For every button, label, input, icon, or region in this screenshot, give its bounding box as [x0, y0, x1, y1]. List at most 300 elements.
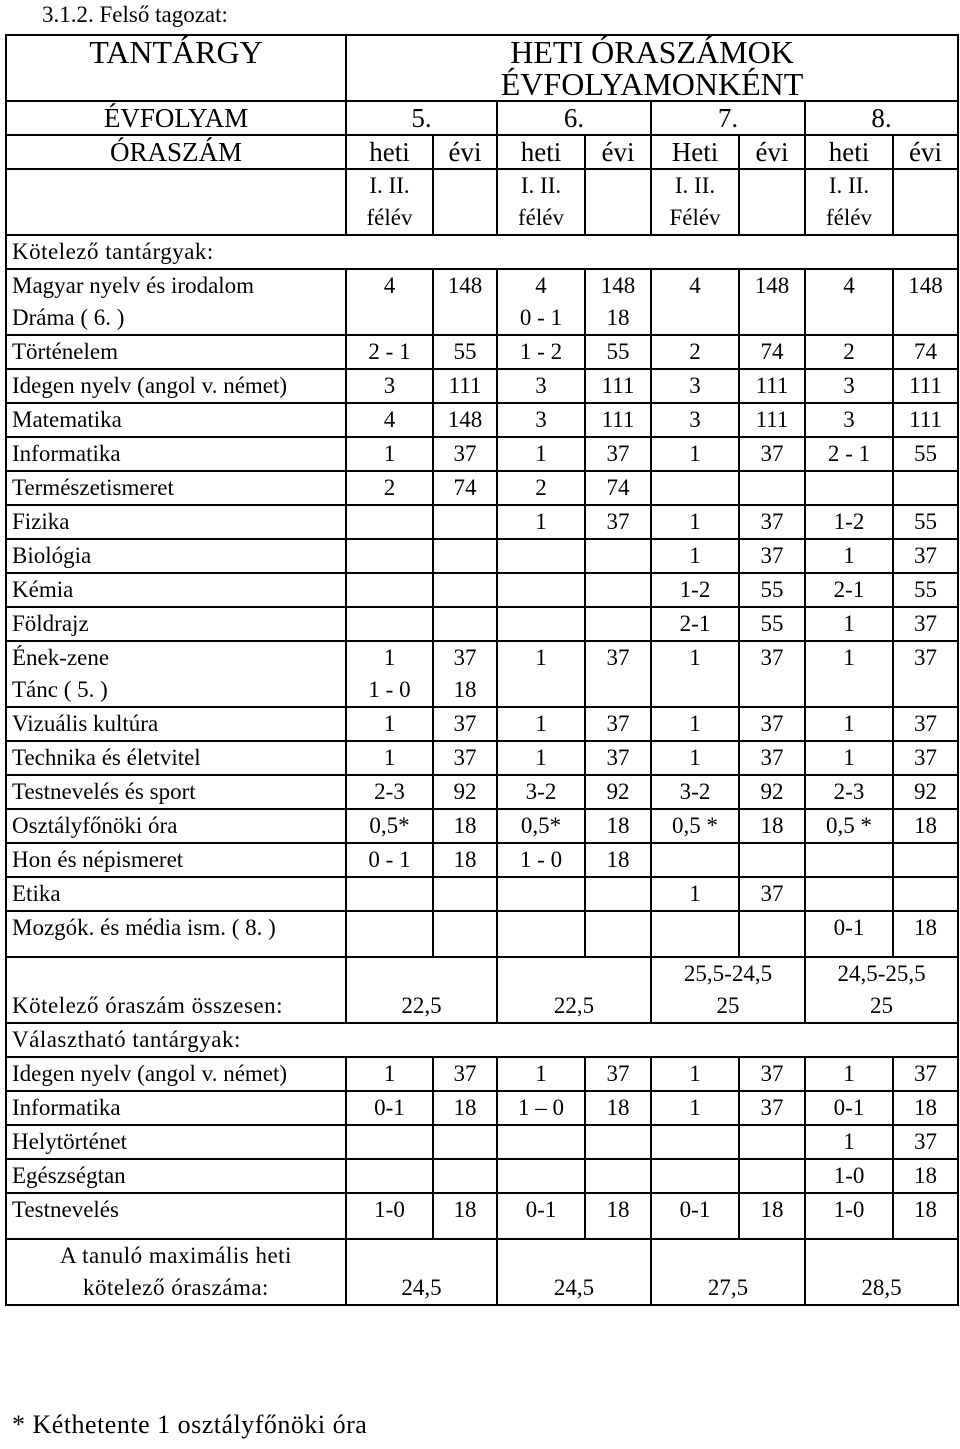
cell — [805, 471, 893, 505]
subject-name: Etika — [6, 877, 346, 911]
cell — [497, 911, 585, 957]
cell — [585, 539, 651, 573]
grade-row — [6, 101, 958, 135]
cell — [893, 877, 958, 911]
subject-row — [6, 775, 958, 809]
cell: 55 — [893, 437, 958, 471]
cell: 37 — [433, 741, 497, 775]
cell: 37 — [739, 741, 805, 775]
semester-7 — [651, 169, 739, 235]
cell — [433, 505, 497, 539]
cell: 1-2 — [805, 505, 893, 539]
section-heading: 3.1.2. Felső tagozat: — [42, 2, 228, 27]
cell — [805, 877, 893, 911]
cell: 92 — [893, 775, 958, 809]
cell: 1 — [497, 505, 585, 539]
subject-row — [6, 911, 958, 957]
cell: 1 - 2 — [497, 335, 585, 369]
subject-row — [6, 573, 958, 607]
cell: 37 — [739, 539, 805, 573]
cell: 3 — [497, 403, 585, 437]
cell: 37 — [739, 505, 805, 539]
cell: 111 — [739, 403, 805, 437]
cell: 1 — [651, 505, 739, 539]
cell: 55 — [739, 573, 805, 607]
cell: 2-1 — [651, 607, 739, 641]
hours-type-row — [6, 135, 958, 169]
cell: 55 — [893, 505, 958, 539]
cell: 37 — [739, 641, 805, 707]
cell: 1 — [651, 539, 739, 573]
cell — [739, 1125, 805, 1159]
cell: 1-0 — [805, 1193, 893, 1239]
cell-line: 18 — [606, 305, 630, 330]
cell — [497, 269, 585, 335]
cell: 1 — [497, 1057, 585, 1091]
semester-top: I. II. — [828, 173, 870, 198]
subject-row — [6, 607, 958, 641]
weekly-5: heti — [346, 135, 433, 169]
cell — [651, 471, 739, 505]
cell: 1 — [346, 1057, 433, 1091]
cell: 18 — [893, 1193, 958, 1239]
cell: 0 - 1 — [346, 843, 433, 877]
subject-name: Informatika — [6, 437, 346, 471]
subject-name: Kémia — [6, 573, 346, 607]
total-grade-8-line1: 24,5-25,5 — [837, 961, 926, 986]
cell: 0,5* — [346, 809, 433, 843]
optional-row — [6, 1159, 958, 1193]
grade-8: 8. — [805, 101, 958, 135]
cell: 0-1 — [805, 1091, 893, 1125]
cell — [805, 843, 893, 877]
cell — [433, 573, 497, 607]
subject-name-enek: Ének-zene — [12, 645, 110, 670]
cell: 37 — [893, 1125, 958, 1159]
cell: 18 — [585, 1193, 651, 1239]
subject-name: Matematika — [6, 403, 346, 437]
cell: 1 — [497, 707, 585, 741]
cell: 37 — [433, 707, 497, 741]
total-label: Kötelező óraszám összesen: — [6, 957, 346, 1023]
cell — [433, 641, 497, 707]
subject-name: Osztályfőnöki óra — [6, 809, 346, 843]
cell: 1 — [497, 641, 585, 707]
grade-row-label: ÉVFOLYAM — [6, 101, 346, 135]
cell-line: 1 — [383, 645, 396, 670]
cell: 37 — [893, 641, 958, 707]
empty-cell — [739, 169, 805, 235]
cell: 3-2 — [651, 775, 739, 809]
cell-line: 0 - 1 — [519, 305, 563, 330]
cell: 18 — [585, 843, 651, 877]
cell: 3 — [651, 403, 739, 437]
optional-row — [6, 1125, 958, 1159]
subject-name: Mozgók. és média ism. ( 8. ) — [6, 911, 346, 957]
mandatory-subjects-label: Kötelező tantárgyak: — [6, 235, 958, 269]
cell: 37 — [893, 539, 958, 573]
subject-row — [6, 877, 958, 911]
cell — [497, 877, 585, 911]
subject-name: Idegen nyelv (angol v. német) — [6, 369, 346, 403]
cell: 37 — [585, 741, 651, 775]
weekly-hours-header — [346, 35, 958, 101]
optional-subjects-row — [6, 1023, 958, 1057]
subject-name: Vizuális kultúra — [6, 707, 346, 741]
cell: 18 — [893, 1091, 958, 1125]
max-grade-7: 27,5 — [651, 1239, 805, 1305]
cell — [585, 1125, 651, 1159]
semester-bottom: félév — [826, 205, 872, 230]
subject-row — [6, 843, 958, 877]
cell: 0-1 — [805, 911, 893, 957]
cell: 148 — [739, 269, 805, 335]
cell: 1 — [805, 1057, 893, 1091]
cell — [346, 539, 433, 573]
cell: 1 — [651, 877, 739, 911]
cell: 37 — [585, 437, 651, 471]
semester-bottom: félév — [518, 205, 564, 230]
cell: 1 — [805, 539, 893, 573]
cell: 55 — [433, 335, 497, 369]
cell: 18 — [433, 809, 497, 843]
subject-name-magyar: Magyar nyelv és irodalom — [12, 273, 255, 298]
subject-name — [6, 641, 346, 707]
subject-row-enek-tanc — [6, 641, 958, 707]
cell: 2 - 1 — [346, 335, 433, 369]
cell: 4 — [346, 403, 433, 437]
cell-line: 1 - 0 — [368, 677, 411, 702]
cell: 3 — [346, 369, 433, 403]
weekly-hours-header-line2: ÉVFOLYAMONKÉNT — [500, 66, 804, 102]
semester-bottom: félév — [366, 205, 413, 230]
cell: 111 — [893, 369, 958, 403]
semester-6 — [497, 169, 585, 235]
cell — [346, 641, 433, 707]
cell: 1 — [497, 741, 585, 775]
cell: 1 — [497, 437, 585, 471]
mandatory-subjects-row — [6, 235, 958, 269]
cell: 1 — [651, 1091, 739, 1125]
empty-cell — [893, 169, 958, 235]
cell: 1 — [346, 741, 433, 775]
cell: 18 — [585, 809, 651, 843]
cell: 2-3 — [346, 775, 433, 809]
cell: 2 - 1 — [805, 437, 893, 471]
cell: 148 — [433, 403, 497, 437]
semester-bottom: Félév — [669, 205, 721, 230]
subject-name — [6, 269, 346, 335]
cell — [346, 1159, 433, 1193]
cell: 37 — [585, 707, 651, 741]
cell — [433, 877, 497, 911]
weekly-6: heti — [497, 135, 585, 169]
subject-name: Természetismeret — [6, 471, 346, 505]
cell: 37 — [585, 1057, 651, 1091]
total-row — [6, 957, 958, 1023]
cell: 1 — [805, 1125, 893, 1159]
cell: 55 — [585, 335, 651, 369]
cell — [433, 539, 497, 573]
cell: 1 - 0 — [497, 843, 585, 877]
subject-name: Technika és életvitel — [6, 741, 346, 775]
cell: 3 — [805, 369, 893, 403]
subject-row — [6, 369, 958, 403]
cell: 4 — [805, 269, 893, 335]
weekly-8: heti — [805, 135, 893, 169]
cell — [739, 843, 805, 877]
subject-name-tanc: Tánc ( 5. ) — [12, 677, 108, 702]
cell: 0-1 — [346, 1091, 433, 1125]
cell: 0-1 — [651, 1193, 739, 1239]
cell: 1-0 — [805, 1159, 893, 1193]
cell: 37 — [893, 707, 958, 741]
cell: 111 — [739, 369, 805, 403]
cell: 18 — [739, 809, 805, 843]
max-grade-6: 24,5 — [497, 1239, 651, 1305]
footnote: * Kéthetente 1 osztályfőnöki óra — [12, 1410, 368, 1439]
cell — [585, 911, 651, 957]
subject-name: Helytörténet — [6, 1125, 346, 1159]
yearly-8: évi — [893, 135, 958, 169]
cell: 92 — [739, 775, 805, 809]
subject-name: Testnevelés és sport — [6, 775, 346, 809]
semester-top: I. II. — [674, 173, 716, 198]
optional-subjects-label: Választható tantárgyak: — [6, 1023, 958, 1057]
weekly-hours-header-line1: HETI ÓRASZÁMOK — [510, 34, 794, 70]
cell: 1 — [651, 437, 739, 471]
header-title-row — [6, 35, 958, 101]
cell: 3-2 — [497, 775, 585, 809]
yearly-7: évi — [739, 135, 805, 169]
total-grade-7 — [651, 957, 805, 1023]
total-grade-7-line2: 25 — [716, 993, 740, 1018]
subject-row — [6, 741, 958, 775]
cell: 37 — [433, 1057, 497, 1091]
cell: 37 — [585, 641, 651, 707]
empty-cell — [585, 169, 651, 235]
subject-row — [6, 471, 958, 505]
yearly-6: évi — [585, 135, 651, 169]
subject-row — [6, 539, 958, 573]
cell — [433, 911, 497, 957]
max-hours-label — [6, 1239, 346, 1305]
semester-5 — [346, 169, 433, 235]
grade-5: 5. — [346, 101, 497, 135]
subject-column-header: TANTÁRGY — [6, 35, 346, 101]
cell: 1 — [346, 707, 433, 741]
cell: 2 — [651, 335, 739, 369]
cell — [346, 911, 433, 957]
semester-row — [6, 169, 958, 235]
cell: 18 — [433, 1193, 497, 1239]
cell: 18 — [433, 843, 497, 877]
cell: 74 — [739, 335, 805, 369]
cell: 37 — [893, 741, 958, 775]
cell: 1 — [651, 707, 739, 741]
max-hours-label-line1: A tanuló maximális heti — [60, 1243, 292, 1268]
cell: 37 — [893, 1057, 958, 1091]
subject-row — [6, 437, 958, 471]
optional-row — [6, 1193, 958, 1239]
subject-name: Fizika — [6, 505, 346, 539]
cell: 1 — [805, 641, 893, 707]
cell: 18 — [893, 911, 958, 957]
subject-name: Testnevelés — [6, 1193, 346, 1239]
cell: 37 — [739, 1057, 805, 1091]
cell: 1 — [651, 641, 739, 707]
subject-row — [6, 335, 958, 369]
cell — [346, 877, 433, 911]
semester-top: I. II. — [369, 173, 410, 198]
cell: 1 — [346, 437, 433, 471]
subject-name: Informatika — [6, 1091, 346, 1125]
empty-cell — [6, 169, 346, 235]
cell-line: 37 — [453, 645, 477, 670]
cell — [651, 1159, 739, 1193]
max-grade-8: 28,5 — [805, 1239, 958, 1305]
cell — [739, 911, 805, 957]
semester-8 — [805, 169, 893, 235]
cell: 111 — [585, 369, 651, 403]
cell: 1 — [805, 607, 893, 641]
cell: 92 — [585, 775, 651, 809]
cell: 3 — [651, 369, 739, 403]
cell: 2 — [497, 471, 585, 505]
cell: 3 — [497, 369, 585, 403]
cell: 0,5 * — [805, 809, 893, 843]
subject-name: Biológia — [6, 539, 346, 573]
cell: 74 — [433, 471, 497, 505]
cell: 92 — [433, 775, 497, 809]
cell — [893, 471, 958, 505]
cell: 148 — [433, 269, 497, 335]
subject-row — [6, 809, 958, 843]
cell — [739, 471, 805, 505]
cell-line: 18 — [453, 677, 477, 702]
cell — [497, 539, 585, 573]
cell — [497, 1159, 585, 1193]
weekly-7: Heti — [651, 135, 739, 169]
subject-name-drama: Dráma ( 6. ) — [12, 305, 125, 330]
cell: 37 — [739, 1091, 805, 1125]
total-grade-5: 22,5 — [346, 957, 497, 1023]
cell: 3 — [805, 403, 893, 437]
total-grade-6: 22,5 — [497, 957, 651, 1023]
cell: 18 — [739, 1193, 805, 1239]
cell: 1 — [805, 707, 893, 741]
cell: 2 — [805, 335, 893, 369]
max-hours-row — [6, 1239, 958, 1305]
cell: 4 — [346, 269, 433, 335]
subject-row — [6, 707, 958, 741]
cell: 2 — [346, 471, 433, 505]
cell — [346, 505, 433, 539]
cell: 0-1 — [497, 1193, 585, 1239]
cell: 111 — [433, 369, 497, 403]
cell: 2-3 — [805, 775, 893, 809]
cell: 1 – 0 — [497, 1091, 585, 1125]
cell — [497, 1125, 585, 1159]
cell: 74 — [893, 335, 958, 369]
cell: 1 — [805, 741, 893, 775]
cell: 1-0 — [346, 1193, 433, 1239]
subject-name: Idegen nyelv (angol v. német) — [6, 1057, 346, 1091]
yearly-5: évi — [433, 135, 497, 169]
max-grade-5: 24,5 — [346, 1239, 497, 1305]
cell — [739, 1159, 805, 1193]
cell: 18 — [433, 1091, 497, 1125]
cell: 37 — [739, 877, 805, 911]
cell: 18 — [585, 1091, 651, 1125]
cell: 37 — [433, 437, 497, 471]
subject-name: Földrajz — [6, 607, 346, 641]
cell: 18 — [893, 1159, 958, 1193]
cell: 2-1 — [805, 573, 893, 607]
cell — [497, 607, 585, 641]
cell: 148 — [893, 269, 958, 335]
cell: 0,5* — [497, 809, 585, 843]
cell — [651, 911, 739, 957]
cell: 0,5 * — [651, 809, 739, 843]
cell — [346, 1125, 433, 1159]
hours-row-label: ÓRASZÁM — [6, 135, 346, 169]
cell: 74 — [585, 471, 651, 505]
curriculum-table — [5, 34, 959, 1306]
optional-row — [6, 1091, 958, 1125]
cell — [346, 573, 433, 607]
subject-name: Történelem — [6, 335, 346, 369]
max-hours-label-line2: kötelező óraszáma: — [83, 1275, 269, 1300]
optional-row — [6, 1057, 958, 1091]
cell: 111 — [585, 403, 651, 437]
cell — [497, 573, 585, 607]
cell: 37 — [739, 437, 805, 471]
cell — [651, 1125, 739, 1159]
subject-name: Hon és népismeret — [6, 843, 346, 877]
cell — [585, 1159, 651, 1193]
grade-7: 7. — [651, 101, 805, 135]
cell: 37 — [893, 607, 958, 641]
subject-name: Egészségtan — [6, 1159, 346, 1193]
cell: 1-2 — [651, 573, 739, 607]
cell: 1 — [651, 1057, 739, 1091]
cell — [433, 1159, 497, 1193]
cell: 4 — [651, 269, 739, 335]
cell — [585, 269, 651, 335]
subject-row — [6, 403, 958, 437]
cell: 37 — [739, 707, 805, 741]
cell: 55 — [739, 607, 805, 641]
grade-6: 6. — [497, 101, 651, 135]
cell — [346, 607, 433, 641]
cell — [585, 877, 651, 911]
cell — [651, 843, 739, 877]
empty-cell — [433, 169, 497, 235]
total-grade-8 — [805, 957, 958, 1023]
subject-row — [6, 505, 958, 539]
cell: 37 — [585, 505, 651, 539]
cell — [585, 573, 651, 607]
cell: 18 — [893, 809, 958, 843]
cell: 55 — [893, 573, 958, 607]
cell: 1 — [651, 741, 739, 775]
semester-top: I. II. — [520, 173, 562, 198]
subject-row-magyar-drama — [6, 269, 958, 335]
cell — [585, 607, 651, 641]
cell — [893, 843, 958, 877]
cell — [433, 607, 497, 641]
